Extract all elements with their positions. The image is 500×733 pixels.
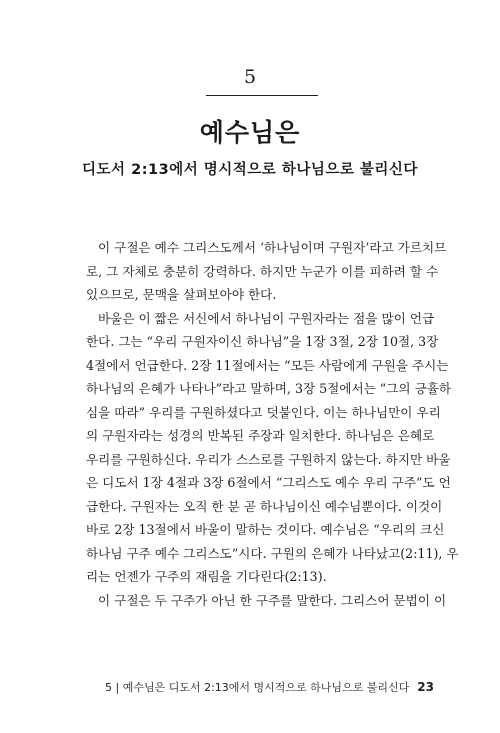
paragraph-line: 이 구절은 두 구주가 아닌 한 구주를 말한다. 그리스어 문법이 이	[98, 592, 447, 608]
chapter-title: 예수님은	[199, 118, 301, 147]
paragraph-line: 바로 2장 13절에서 바울이 말하는 것이다. 예수님은 “우리의 크신	[86, 522, 445, 537]
paragraph-line: 하나님의 은혜가 나타나”라고 말하며, 3장 5절에서는 “그의 긍휼하	[86, 381, 452, 396]
paragraph-line: 바울은 이 짧은 서신에서 하나님이 구원자라는 점을 많이 언급	[98, 310, 435, 326]
paragraph-line: 급한다. 구원자는 오직 한 분 곧 하나님이신 예수님뿐이다. 이것이	[86, 498, 443, 514]
page-number: 23	[417, 680, 434, 694]
paragraph-line: 은 디도서 1장 4절과 3장 6절에서 “그리스도 예수 우리 구주”도 언	[86, 475, 451, 490]
paragraph-line: 있으므로, 문맥을 살펴보아야 한다.	[86, 287, 277, 302]
paragraph-line: 한다. 그는 “우리 구원자이신 하나님”을 1장 3절, 2장 10절, 3장	[86, 334, 439, 349]
paragraph-line: 4절에서 언급한다. 2장 11절에서는 “모든 사람에게 구원을 주시는	[86, 357, 449, 373]
paragraph-line: 의 구원자라는 성경의 반복된 주장과 일치한다. 하나님은 은혜로	[86, 428, 435, 443]
paragraph-line: 이 구절은 예수 그리스도께서 ‘하나님이며 구원자’라고 가르치므	[98, 240, 447, 255]
paragraph-line: 우리를 구원하신다. 우리가 스스로를 구원하지 않는다. 하지만 바울	[86, 451, 451, 467]
paragraph-line: 로, 그 자체로 충분히 강력하다. 하지만 누군가 이를 피하려 할 수	[86, 263, 439, 279]
running-head: 5 | 예수님은 디도서 2:13에서 명시적으로 하나님으로 불리신다	[105, 681, 410, 694]
paragraph-line: 하나님 구주 예수 그리스도”시다. 구원의 은혜가 나타났고(2:11), 우	[86, 545, 459, 561]
paragraph-line: 리는 언젠가 구주의 재림을 기다린다(2:13).	[86, 569, 327, 584]
paragraph-line: 심을 따라” 우리를 구원하셨다고 덧붙인다. 이는 하나님만이 우리	[86, 404, 441, 420]
page-footer	[60, 679, 434, 695]
chapter-subtitle: 디도서 2:13에서 명시적으로 하나님으로 불리신다	[82, 162, 418, 178]
chapter-number: 5	[243, 66, 257, 88]
chapter-divider	[206, 95, 318, 96]
body-text	[86, 236, 459, 612]
